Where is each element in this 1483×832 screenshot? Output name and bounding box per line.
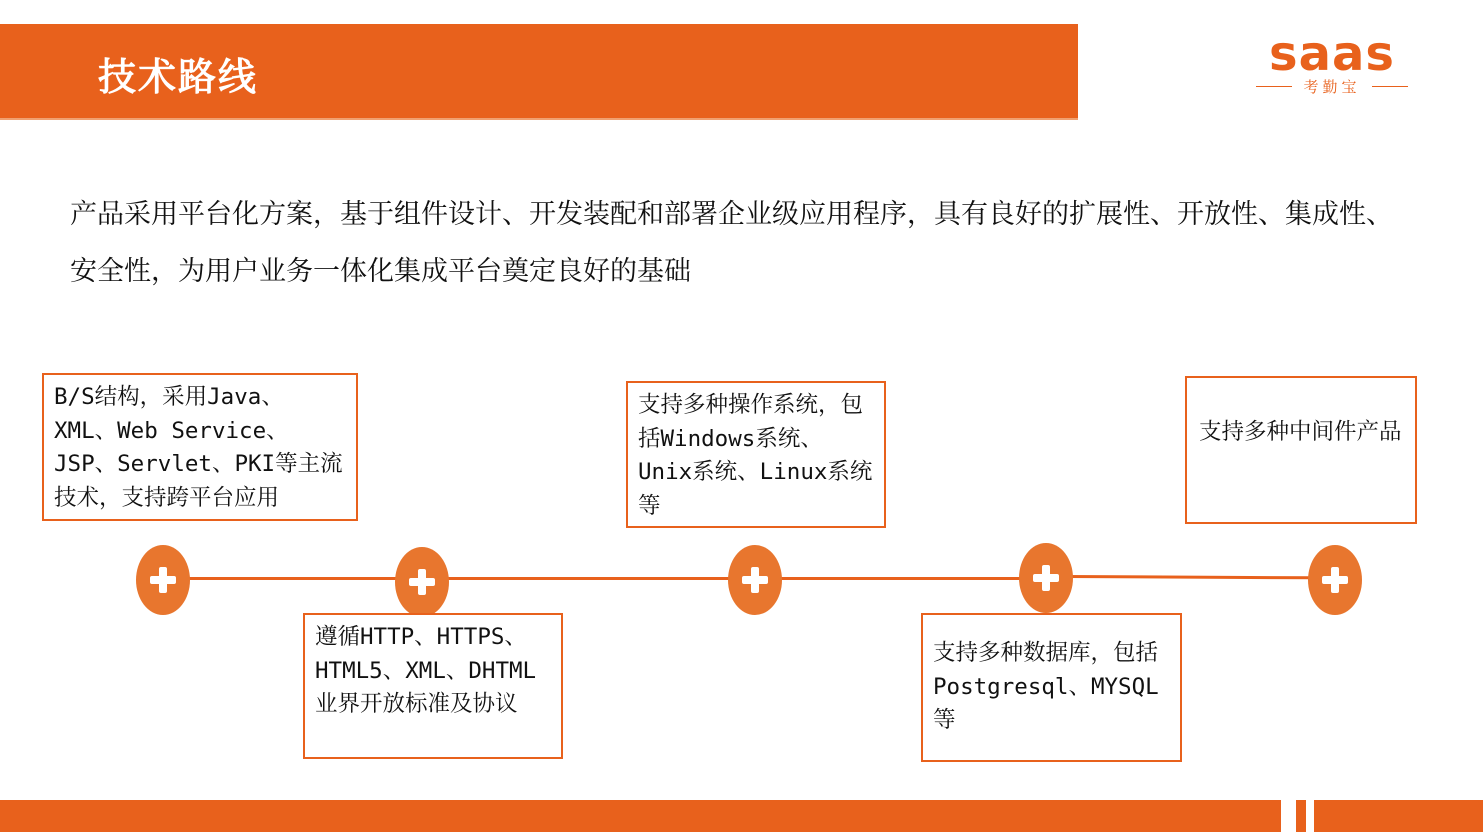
logo-brand: saas — [1269, 26, 1395, 82]
timeline-card-1: B/S结构，采用Java、XML、Web Service、JSP、Servlet、PKI等主流技术，支持跨平台应用 — [42, 373, 358, 521]
intro-paragraph: 产品采用平台化方案，基于组件设计、开发装配和部署企业级应用程序，具有良好的扩展性、开放性、集成性、安全性，为用户业务一体化集成平台奠定良好的基础 — [70, 199, 1393, 287]
footer-right-band — [1314, 800, 1483, 832]
timeline-node-3 — [728, 545, 782, 615]
timeline-segment-2 — [440, 577, 740, 580]
footer-mid-band — [1296, 800, 1306, 832]
timeline-card-3: 支持多种操作系统，包括Windows系统、Unix系统、Linux系统等 — [626, 381, 886, 528]
timeline-segment-4 — [1065, 575, 1315, 579]
footer-main-band — [0, 800, 1281, 832]
timeline-node-5 — [1308, 545, 1362, 615]
logo-subtitle: 考勤宝 — [1303, 78, 1361, 96]
timeline-card-2: 遵循HTTP、HTTPS、HTML5、XML、DHTML业界开放标准及协议 — [303, 613, 563, 759]
saas-logo — [1252, 20, 1412, 100]
timeline-node-2 — [395, 547, 449, 617]
timeline-segment-1 — [180, 577, 410, 580]
timeline-card-4: 支持多种数据库，包括Postgresql、MYSQL等 — [921, 613, 1182, 762]
slide-title: 技术路线 — [98, 55, 259, 99]
timeline-node-1 — [136, 545, 190, 615]
timeline-node-4 — [1019, 543, 1073, 613]
timeline-segment-3 — [775, 577, 1030, 580]
footer-bar — [0, 800, 1483, 832]
timeline-card-5: 支持多种中间件产品 — [1185, 376, 1417, 524]
logo-divider-right — [1372, 86, 1408, 87]
